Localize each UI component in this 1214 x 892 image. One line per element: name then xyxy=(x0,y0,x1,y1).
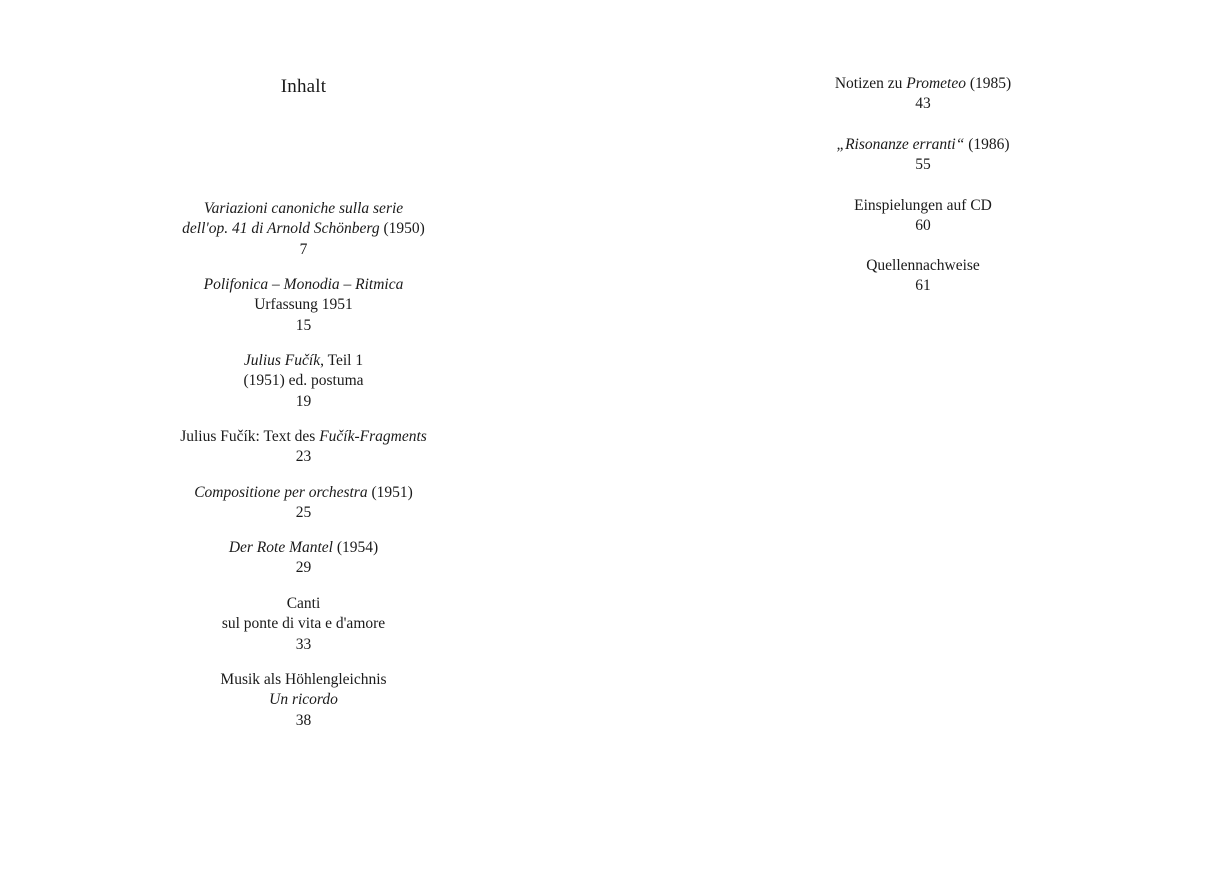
toc-title-italic: Prometeo xyxy=(906,75,966,92)
toc-title-italic: Polifonica – Monodia – Ritmica xyxy=(203,276,404,293)
toc-title-italic: Der Rote Mantel xyxy=(228,539,333,556)
toc-title-text: Musik als Höhlengleichnis xyxy=(220,671,387,688)
toc-entry-title-line xyxy=(150,483,457,503)
toc-title-text: (1950) xyxy=(379,220,425,238)
toc-entry-title-line xyxy=(150,371,457,391)
toc-entry-title-line xyxy=(150,351,457,371)
toc-title-italic: Fučík-Fragments xyxy=(319,428,427,445)
toc-page-number: 15 xyxy=(295,316,312,334)
toc-title-italic: Compositione per orchestra xyxy=(194,484,368,501)
toc-title-text: (1951) ed. postuma xyxy=(243,372,364,390)
toc-page-number: 60 xyxy=(915,217,931,235)
toc-entry-title-line xyxy=(150,199,457,219)
toc-title-text: (1985) xyxy=(965,75,1012,92)
toc-entry xyxy=(767,74,1079,115)
toc-entry-title-line xyxy=(767,256,1079,276)
toc-entry-title-line xyxy=(767,196,1079,216)
toc-title-italic: Un ricordo xyxy=(269,691,338,709)
toc-title-text: Quellennachweise xyxy=(866,257,980,274)
toc-title-text: Julius Fučík: Text des xyxy=(180,428,320,445)
toc-entry-title-line xyxy=(150,275,457,295)
toc-entry xyxy=(150,594,457,655)
toc-entry-title-line xyxy=(150,614,457,634)
toc-entry-title-line xyxy=(150,538,457,558)
toc-page-number: 25 xyxy=(295,504,312,522)
toc-page-number: 38 xyxy=(295,711,312,729)
toc-entry-title-line xyxy=(150,690,457,710)
toc-entry-title-line xyxy=(150,295,457,315)
toc-page-number: 61 xyxy=(915,277,931,295)
toc-title-text: , Teil 1 xyxy=(320,352,364,369)
toc-entry-title-line xyxy=(150,219,457,239)
toc-entry xyxy=(150,483,457,524)
toc-entry xyxy=(150,275,457,336)
toc-title-italic: „Risonanze erranti“ xyxy=(836,136,965,153)
toc-entry-title-line xyxy=(150,427,457,447)
toc-title-text: (1954) xyxy=(332,539,379,556)
right-page xyxy=(607,0,1214,892)
toc-page-number: 29 xyxy=(295,559,312,577)
toc-entry xyxy=(150,351,457,412)
toc-entry xyxy=(150,199,457,260)
toc-page-number: 43 xyxy=(915,95,931,113)
toc-title-text: (1986) xyxy=(964,136,1010,153)
toc-title-text: Notizen zu xyxy=(834,75,907,92)
toc-title-text: (1951) xyxy=(367,484,413,501)
toc-entry xyxy=(767,135,1079,176)
contents-heading: Inhalt xyxy=(280,76,327,97)
toc-entry-title-line xyxy=(767,135,1079,155)
toc-entry xyxy=(767,256,1079,297)
toc-title-italic: Julius Fučík xyxy=(243,352,321,369)
toc-entry xyxy=(150,670,457,731)
toc-page-number: 33 xyxy=(295,635,312,653)
toc-page-number: 19 xyxy=(295,392,312,410)
toc-title-italic: Variazioni canoniche sulla serie xyxy=(203,200,404,217)
toc-page-number: 23 xyxy=(295,448,312,466)
toc-title-text: sul ponte di vita e d'amore xyxy=(221,615,386,633)
toc-page-number: 7 xyxy=(299,240,308,258)
toc-entry-title-line xyxy=(767,74,1079,94)
toc-entry xyxy=(150,538,457,579)
toc-entry-title-line xyxy=(150,670,457,690)
toc-title-text: Urfassung 1951 xyxy=(254,296,353,314)
toc-title-text: Canti xyxy=(286,595,321,612)
toc-title-text: Einspielungen auf CD xyxy=(854,197,992,214)
toc-title-italic: dell'op. 41 di Arnold Schönberg xyxy=(182,220,380,238)
toc-page-number: 55 xyxy=(915,156,931,174)
toc-entry xyxy=(150,427,457,468)
toc-entry xyxy=(767,196,1079,237)
toc-entry-title-line xyxy=(150,594,457,614)
